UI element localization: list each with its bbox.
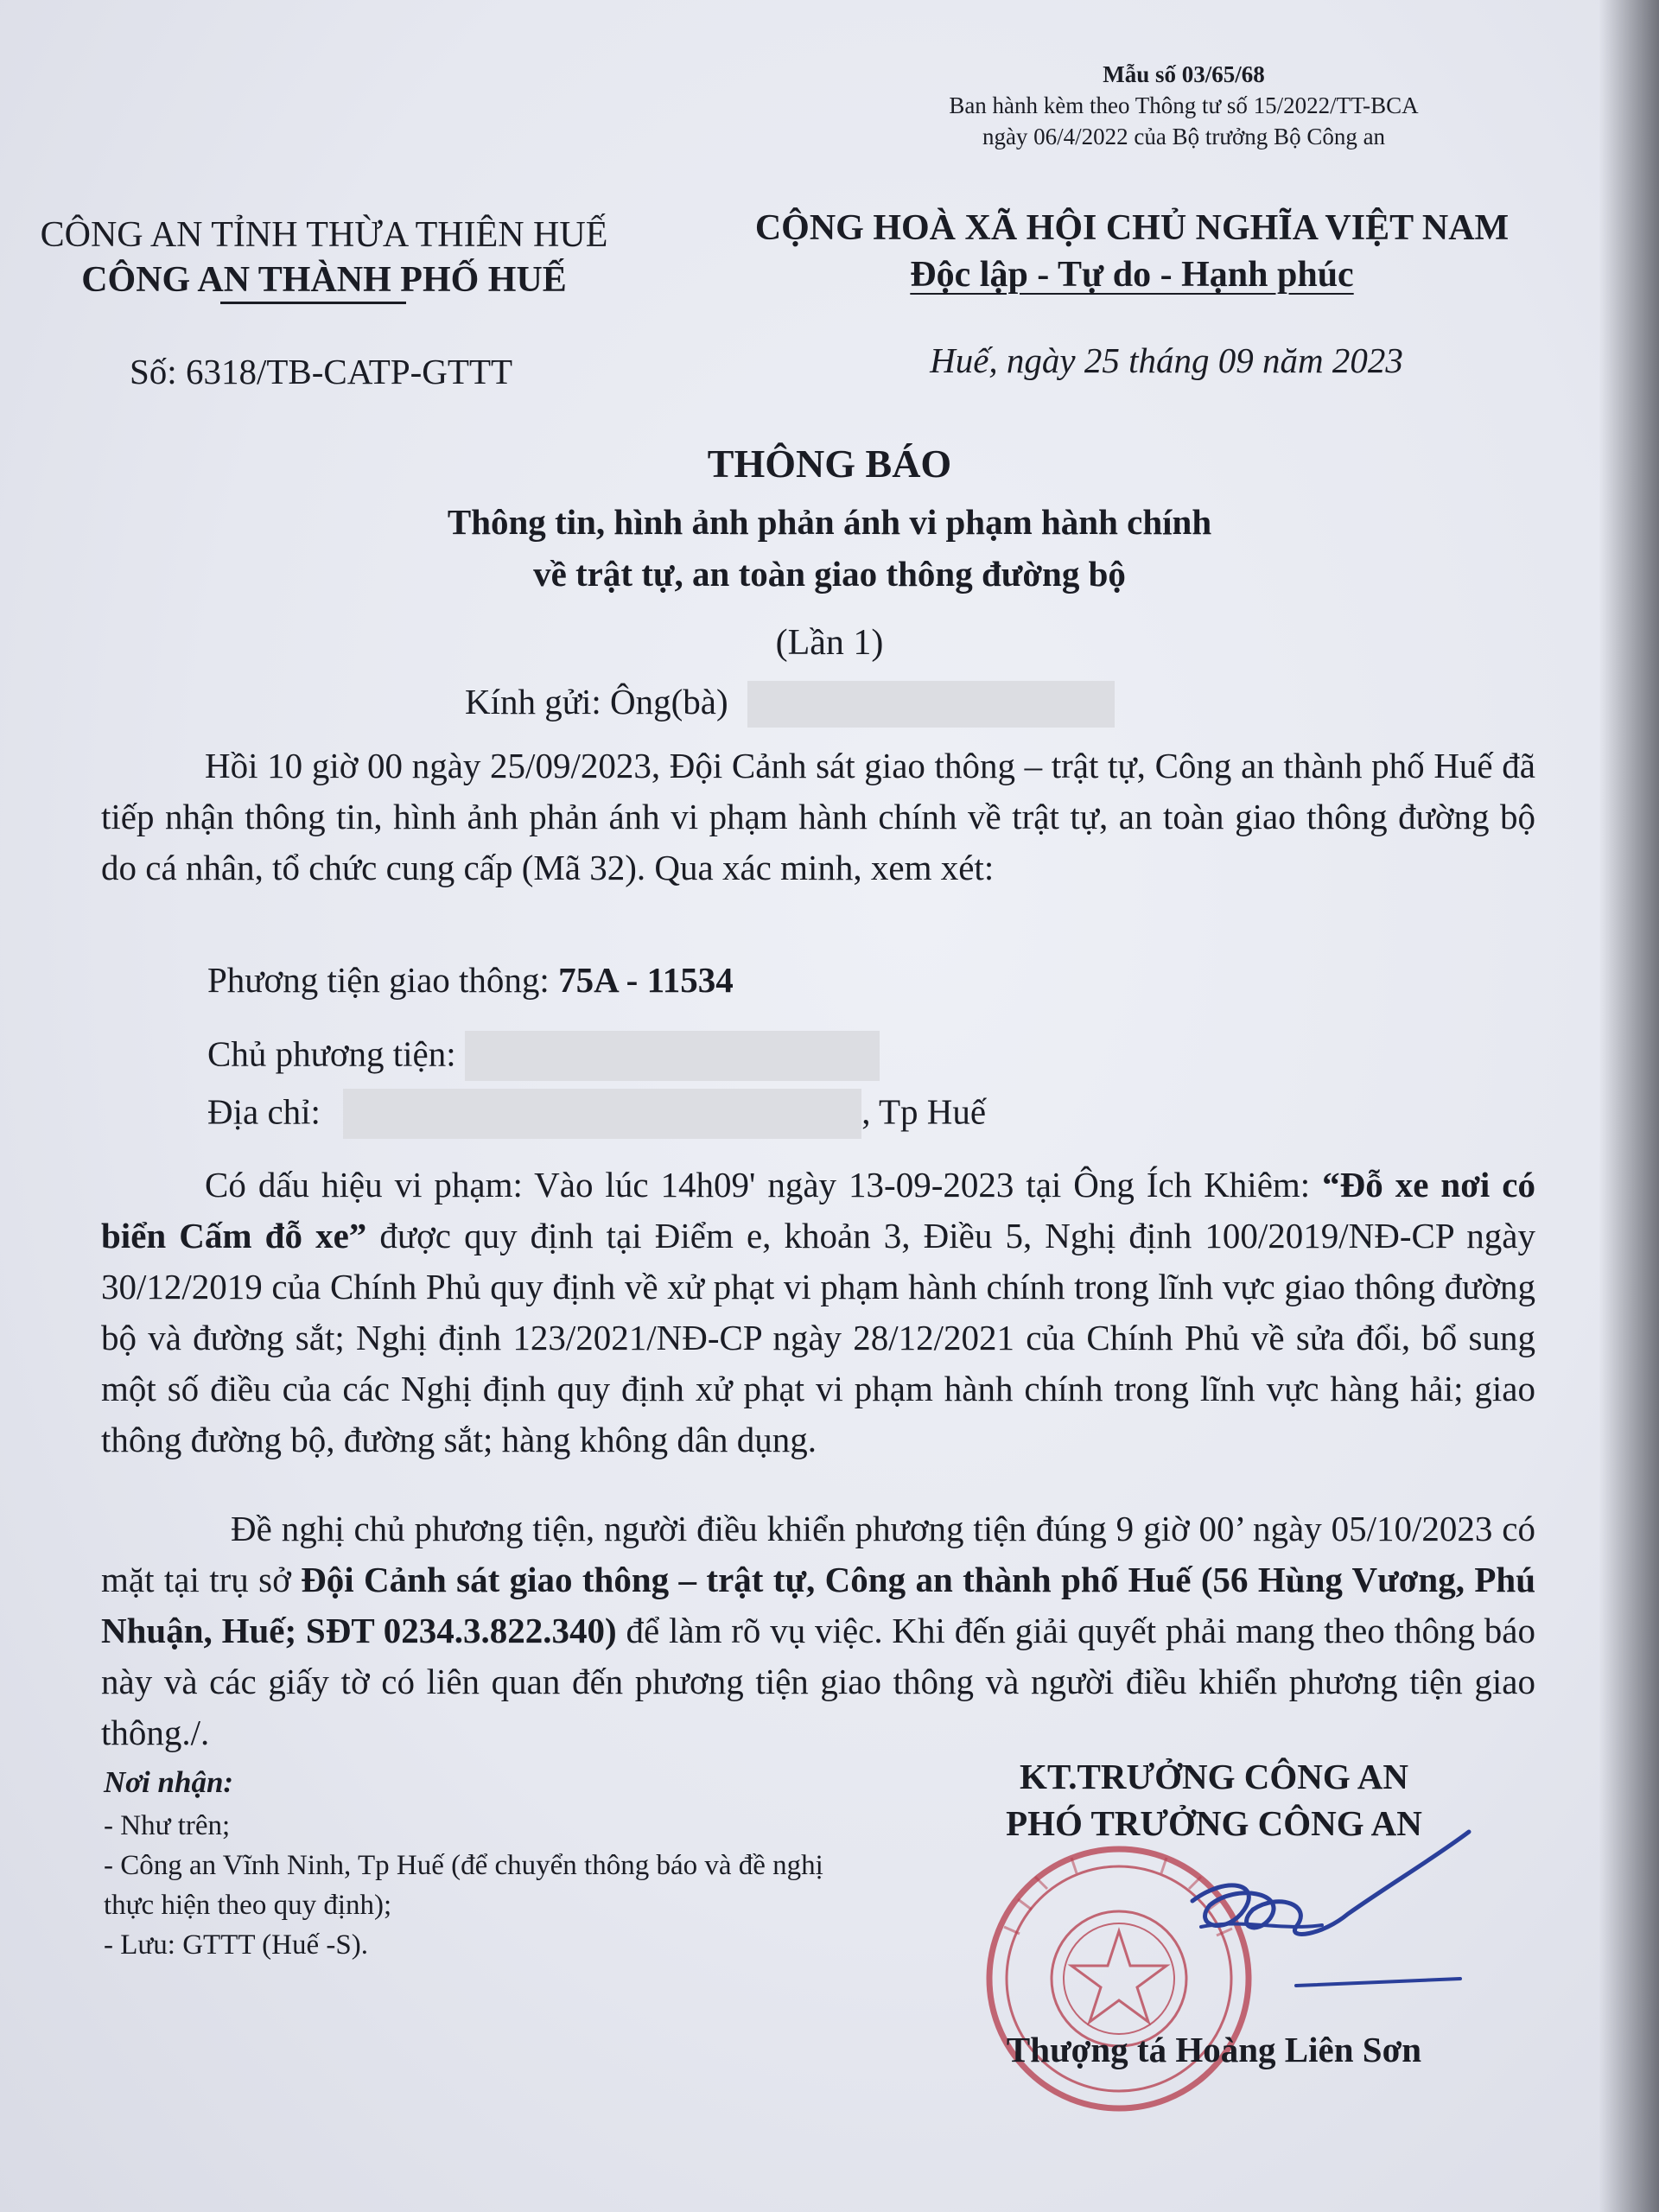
recipient-line [465,681,1115,729]
attempt-number: (Lần 1) [775,623,884,663]
request-office: Đội Cảnh sát giao thông – trật tự, Công an thành phố Huế (56 Hùng Vương, Phú Nhuận, Huế; SĐT 0234.3.822.340) [101,1560,1535,1650]
redacted-owner-name [465,1031,880,1081]
redacted-address [343,1089,861,1139]
document-number [130,351,512,392]
recipient-item: - Như trên; [104,1810,231,1841]
recipient-item: - Lưu: GTTT (Huế -S). [104,1929,368,1961]
place-date: Huế, ngày 25 tháng 09 năm 2023 [930,340,1403,380]
document-title: THÔNG BÁO [707,442,952,486]
document-subtitle-line1: Thông tin, hình ảnh phản ánh vi phạm hành chính [447,502,1212,542]
recipients-heading: Nơi nhận: [104,1765,234,1799]
form-issued-date: ngày 06/4/2022 của Bộ trưởng Bộ Công an [982,124,1386,149]
request-text-b: để làm rõ vụ việc. Khi đến giải quyết phải mang theo thông báo này và các giấy tờ có liên quan đến phương tiện giao thông và người điều khiển phương tiện giao thông./. [101,1611,1536,1752]
intro-paragraph: Hồi 10 giờ 00 ngày 25/09/2023, Đội Cảnh sát giao thông – trật tự, Công an thành phố Huế đã tiếp nhận thông tin, hình ảnh phản ánh vi phạm hành chính về trật tự, an toàn giao thông đường bộ do cá nhân, tổ chức cung cấp (Mã 32). Qua xác minh, xem xét: [101,746,1535,887]
request-text-a: Đề nghị chủ phương tiện, người điều khiển phương tiện đúng 9 giờ 00’ ngày 05/10/2023 có mặt tại trụ sở [101,1509,1535,1599]
owner-line [207,1033,880,1083]
vehicle-line [207,959,734,1001]
form-issued-with: Ban hành kèm theo Thông tư số 15/2022/TT-BCA [949,92,1419,118]
request-paragraph [101,1503,1535,1758]
owner-label: Chủ phương tiện: [207,1033,456,1074]
recipients-block [104,1763,864,1965]
agency-parent: CÔNG AN TỈNH THỪA THIÊN HUẾ [40,215,608,255]
violation-legal-basis: được quy định tại Điểm e, khoản 3, Điều 5, Nghị định 100/2019/NĐ-CP ngày 30/12/2019 của Chính Phủ quy định về xử phạt vi phạm hành chính trong lĩnh vực giao thông đường bộ và đường sắt; Nghị định 123/2021/NĐ-CP ngày 28/12/2021 của Chính Phủ về sửa đổi, bổ sung một số điều của các Nghị định quy định xử phạt vi phạm hành chính trong lĩnh vực hàng hải; giao thông đường bộ, đường sắt; hàng không dân dụng. [101,1216,1535,1459]
signature-title-2: PHÓ TRƯỞNG CÔNG AN [1006,1803,1422,1843]
recipient-item: - Công an Vĩnh Ninh, Tp Huế (để chuyển thông báo và đề nghị thực hiện theo quy định); [104,1850,823,1921]
signature-title-1: KT.TRƯỞNG CÔNG AN [1020,1757,1408,1796]
redacted-recipient-name [747,681,1115,728]
violation-paragraph [101,1160,1535,1465]
document-number-label: Số: [130,352,177,391]
recipient-label: Kính gửi: Ông(bà) [465,682,728,721]
address-suffix: , Tp Huế [861,1091,987,1132]
agency-name: CÔNG AN THÀNH PHỐ HUẾ [81,260,567,300]
form-number: Mẫu số 03/65/68 [1103,61,1265,87]
handwritten-signature [1175,1823,1486,2013]
document-number-value: 6318/TB-CATP-GTTT [185,352,513,391]
address-label: Địa chỉ: [207,1091,321,1132]
violation-name: “Đỗ xe nơi có biển Cấm đỗ xe” [101,1165,1536,1255]
national-motto: Độc lập - Tự do - Hạnh phúc [910,255,1354,295]
vehicle-plate: 75A - 11534 [558,960,734,1000]
signer-name: Thượng tá Hoàng Liên Sơn [1006,2030,1422,2069]
address-line [207,1090,986,1141]
document-subtitle-line2: về trật tự, an toàn giao thông đường bộ [533,554,1126,594]
agency-underline [220,302,406,304]
violation-intro: Có dấu hiệu vi phạm: Vào lúc 14h09' ngày 13-09-2023 tại Ông Ích Khiêm: [205,1165,1311,1205]
nation-name: CỘNG HOÀ XÃ HỘI CHỦ NGHĨA VIỆT NAM [754,208,1510,248]
vehicle-label: Phương tiện giao thông: [207,960,550,1000]
